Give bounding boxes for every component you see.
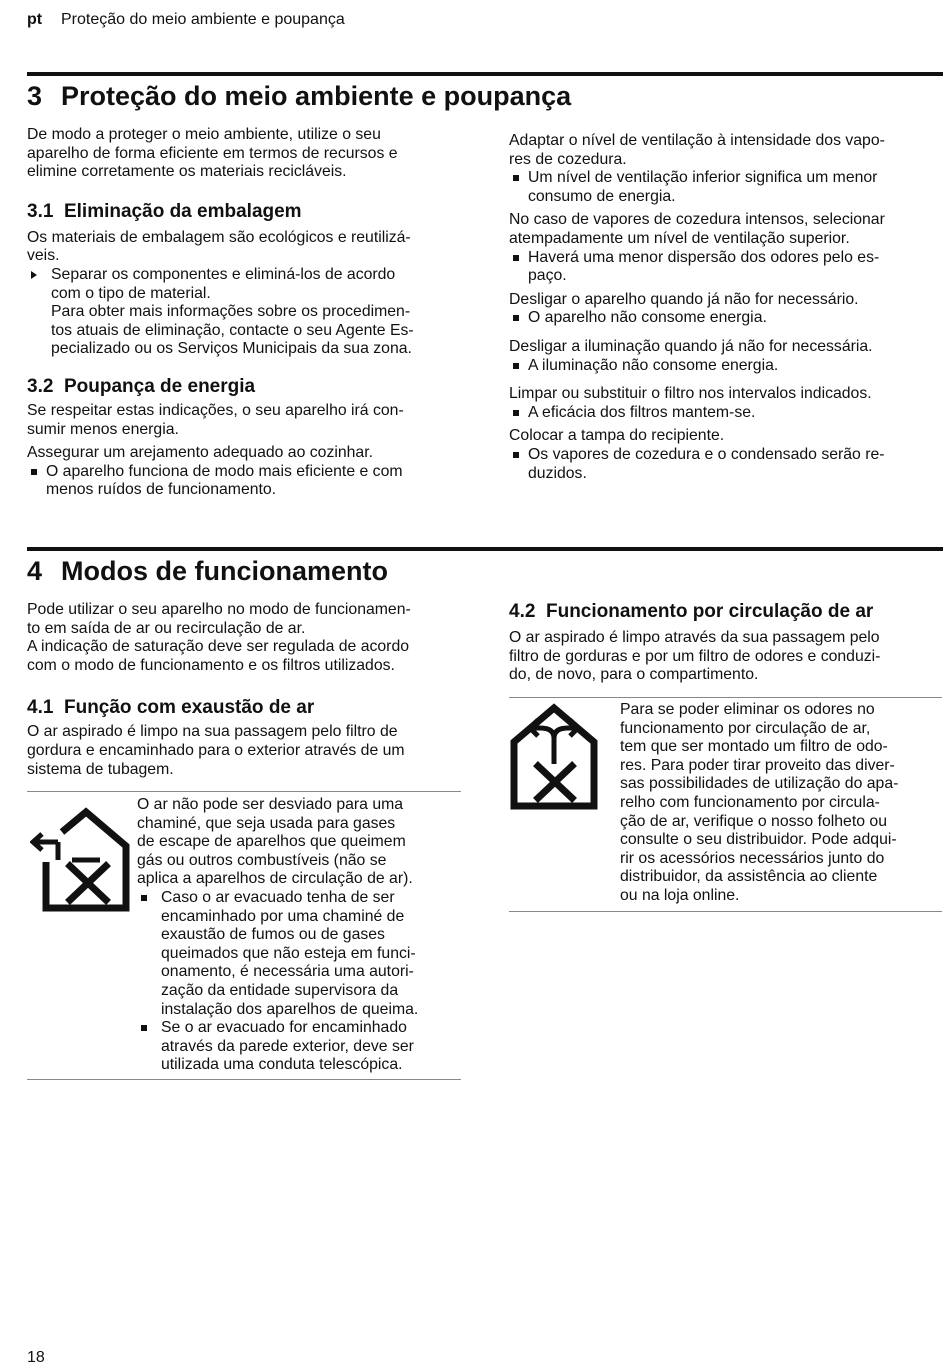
section-3-heading xyxy=(27,80,571,112)
recirculation-info-text xyxy=(620,701,942,906)
subsection-4-1-heading xyxy=(27,697,467,719)
energy-tip-text: Adaptar o nível de ventilação à intensidade dos vapo- res de cozedura. xyxy=(509,132,885,168)
section-4-left-column xyxy=(27,601,467,779)
subsection-3-2-instruction: Assegurar um arejamento adequado ao cozinhar. xyxy=(27,444,373,462)
section-4-right-column xyxy=(509,601,945,685)
list-item: A eficácia dos filtros mantem-se. xyxy=(509,404,945,423)
section-4-heading xyxy=(27,555,388,587)
energy-tip-text: Desligar o aparelho quando já não for necessário. xyxy=(509,290,859,308)
exhaust-air-icon xyxy=(30,804,130,916)
energy-tip-text: Colocar a tampa do recipiente. xyxy=(509,427,725,445)
subsection-3-1-heading xyxy=(27,201,467,223)
subsection-4-2-heading xyxy=(509,601,945,623)
section-3-number: 3 xyxy=(27,81,43,111)
exhaust-air-warning-box xyxy=(27,791,461,1080)
subsection-3-2-paragraph: Se respeitar estas indicações, o seu aparelho irá con- sumir menos energia. xyxy=(27,401,404,438)
list-item: Um nível de ventilação inferior significa um menor consumo de energia. xyxy=(509,169,945,206)
subsection-4-2-paragraph: O ar aspirado é limpo através da sua passagem pelo filtro de gorduras e por um filtro de odores e conduzi- do, de novo, para o compartimento. xyxy=(509,629,881,684)
recirculation-info-box xyxy=(509,697,942,912)
subsection-3-1-title: Eliminação da embalagem xyxy=(63,200,302,222)
section-3-right-column xyxy=(509,132,945,483)
list-item: Se o ar evacuado for encaminhado através da parede exterior, deve ser utilizada uma conduta telescópica. xyxy=(137,1019,467,1075)
subsection-3-2-title: Poupança de energia xyxy=(63,375,256,397)
subsection-3-2-number: 3.2 xyxy=(27,375,54,397)
section-3-left-column xyxy=(27,126,467,500)
subsection-4-1-paragraph: O ar aspirado é limpo na sua passagem pelo filtro de gordura e encaminhado para o exterior através de um sistema de tubagem. xyxy=(27,723,405,778)
section-4-intro: Pode utilizar o seu aparelho no modo de funcionamen- to em saída de ar ou recirculação de ar. A indicação de saturação deve ser regulada de acordo com o modo de funcionamento e os filtros utilizados. xyxy=(27,601,411,674)
list-item: Os vapores de cozedura e o condensado serão re- duzidos. xyxy=(509,446,945,483)
running-header-title: Proteção do meio ambiente e poupança xyxy=(61,11,345,28)
recirculation-icon xyxy=(510,702,600,812)
section-3-title: Proteção do meio ambiente e poupança xyxy=(61,81,572,111)
subsection-3-2-heading xyxy=(27,376,467,398)
list-item: O aparelho funciona de modo mais eficiente e com menos ruídos de funcionamento. xyxy=(27,463,467,500)
section-3-intro: De modo a proteger o meio ambiente, utilize o seu aparelho de forma eficiente em termos de recursos e elimine corretamente os materiais recicláveis. xyxy=(27,126,398,181)
subsection-4-1-title: Função com exaustão de ar xyxy=(63,697,315,719)
subsection-4-1-number: 4.1 xyxy=(27,697,54,719)
list-item: O aparelho não consome energia. xyxy=(509,309,945,328)
subsection-3-1-paragraph: Os materiais de embalagem são ecológicos e reutilizá- veis. xyxy=(27,228,411,265)
language-code: pt xyxy=(27,11,43,28)
energy-tip-text: Limpar ou substituir o filtro nos intervalos indicados. xyxy=(509,385,872,403)
page-number: 18 xyxy=(27,1349,45,1366)
section-3-rule xyxy=(27,72,943,76)
energy-tip-text: No caso de vapores de cozedura intensos, selecionar atempadamente um nível de ventilação superior. xyxy=(509,211,885,247)
energy-tip-text: Desligar a iluminação quando já não for necessária. xyxy=(509,337,873,355)
subsection-3-1-number: 3.1 xyxy=(27,200,54,222)
info-paragraph: Para se poder eliminar os odores no funcionamento por circulação de ar, tem que ser montado um filtro de odo- res. Para poder tirar proveito das diver- sas possibilidades de utilização do apa- relho com funcionamento por circula- ção de ar, verifique o nosso folheto ou consulte o seu distribuidor. Pode adqui- rir os acessórios necessários junto do distribuidor, da assistência ao cliente ou na loja online. xyxy=(620,701,899,904)
section-4-rule xyxy=(27,547,943,551)
list-item: Haverá uma menor dispersão dos odores pelo es- paço. xyxy=(509,249,945,286)
list-item: A iluminação não consome energia. xyxy=(509,357,945,376)
section-4-title: Modos de funcionamento xyxy=(61,556,388,586)
list-item: Caso o ar evacuado tenha de ser encaminhado por uma chaminé de exaustão de fumos ou de gases queimados que não esteja em funci- onamento, é necessária uma autori- zação da entidade supervisora da instalação dos aparelhos de queima. xyxy=(137,889,467,1019)
subsection-4-2-number: 4.2 xyxy=(509,601,536,622)
exhaust-air-warning-text xyxy=(137,796,467,1075)
subsection-4-2-title: Funcionamento por circulação de ar xyxy=(545,601,874,622)
instruction-note: Para obter mais informações sobre os procedimen- tos atuais de eliminação, contacte o seu Agente Es- pecializado ou os Serviços Municipais da sua zona. xyxy=(51,303,414,358)
instruction-step: Separar os componentes e eliminá-los de acordo com o tipo de material. xyxy=(27,266,467,303)
warning-paragraph: O ar não pode ser desviado para uma chaminé, que seja usada para gases de escape de aparelhos que queimem gás ou outros combustíveis (não se aplica a aparelhos de circulação de ar). xyxy=(137,796,413,888)
section-4-number: 4 xyxy=(27,556,43,586)
